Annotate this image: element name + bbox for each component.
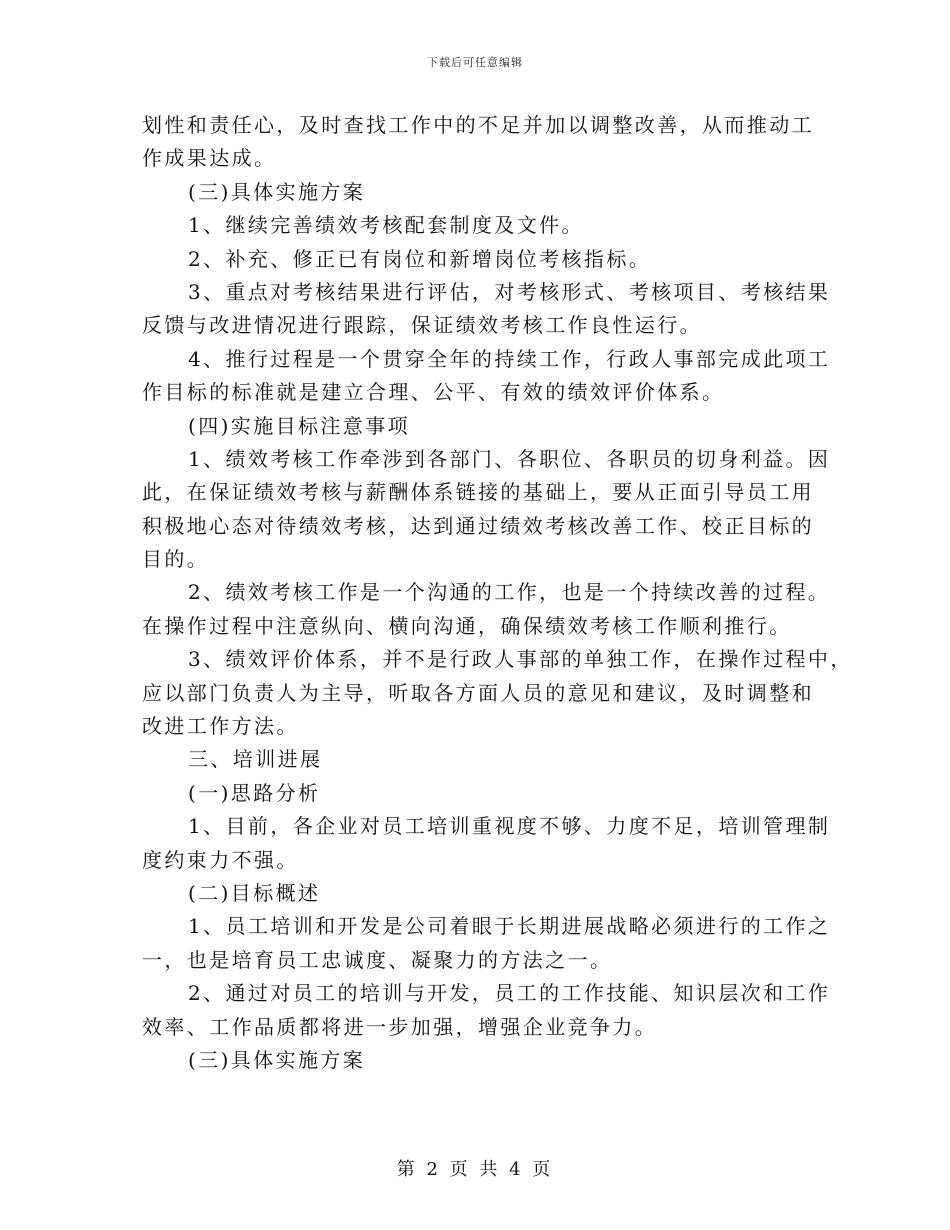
page-header: 下载后可任意编辑 xyxy=(427,56,523,69)
body-text-line: 一，也是培育员工忠诚度、凝聚力的方法之一。 xyxy=(142,947,613,972)
body-text-line: 2、通过对员工的培训与开发，员工的工作技能、知识层次和工作 xyxy=(188,981,831,1006)
body-text-line: 1、目前，各企业对员工培训重视度不够、力度不足，培训管理制 xyxy=(188,814,831,839)
body-text-line: 积极地心态对待绩效考核，达到通过绩效考核改善工作、校正目标的 xyxy=(142,513,814,538)
body-text-line: 1、绩效考核工作牵涉到各部门、各职位、各职员的切身利益。因 xyxy=(188,446,831,471)
body-text-line: 4、推行过程是一个贯穿全年的持续工作，行政人事部完成此项工 xyxy=(188,346,831,371)
body-text-line: 作目标的标准就是建立合理、公平、有效的绩效评价体系。 xyxy=(142,380,725,405)
body-text-line: (四)实施目标注意事项 xyxy=(188,413,411,438)
body-text-line: 此，在保证绩效考核与薪酬体系链接的基础上，要从正面引导员工用 xyxy=(142,480,814,505)
body-text-line: (二)目标概述 xyxy=(188,880,321,905)
body-text-line: 改进工作方法。 xyxy=(142,714,299,739)
body-text-line: 度约束力不强。 xyxy=(142,847,299,872)
body-text-line: 效率、工作品质都将进一步加强，增强企业竞争力。 xyxy=(142,1014,658,1039)
body-text-line: 在操作过程中注意纵向、横向沟通，确保绩效考核工作顺利推行。 xyxy=(142,613,792,638)
page-number-footer: 第 2 页 共 4 页 xyxy=(396,1159,554,1180)
body-text-line: 2、绩效考核工作是一个沟通的工作，也是一个持续改善的过程。 xyxy=(188,580,831,605)
body-text-line: 应以部门负责人为主导，听取各方面人员的意见和建议，及时调整和 xyxy=(142,680,814,705)
body-text-line: 反馈与改进情况进行跟踪，保证绩效考核工作良性运行。 xyxy=(142,313,702,338)
body-text-line: 3、重点对考核结果进行评估，对考核形式、考核项目、考核结果 xyxy=(188,279,831,304)
body-text-line: 3、绩效评价体系，并不是行政人事部的单独工作，在操作过程中， xyxy=(188,647,853,672)
body-text-line: 作成果达成。 xyxy=(142,146,277,171)
body-text-line: 1、继续完善绩效考核配套制度及文件。 xyxy=(188,213,584,238)
body-text-line: 2、补充、修正已有岗位和新增岗位考核指标。 xyxy=(188,246,652,271)
body-text-line: (三)具体实施方案 xyxy=(188,1047,366,1072)
body-text-line: (三)具体实施方案 xyxy=(188,179,366,204)
body-text-line: (一)思路分析 xyxy=(188,780,321,805)
body-text-line: 目的。 xyxy=(142,547,210,572)
document-body xyxy=(142,109,853,1077)
body-text-line: 1、员工培训和开发是公司着眼于长期进展战略必须进行的工作之 xyxy=(188,914,831,939)
body-text-line: 三、培训进展 xyxy=(188,747,323,772)
body-text-line: 划性和责任心，及时查找工作中的不足并加以调整改善，从而推动工 xyxy=(142,113,814,137)
